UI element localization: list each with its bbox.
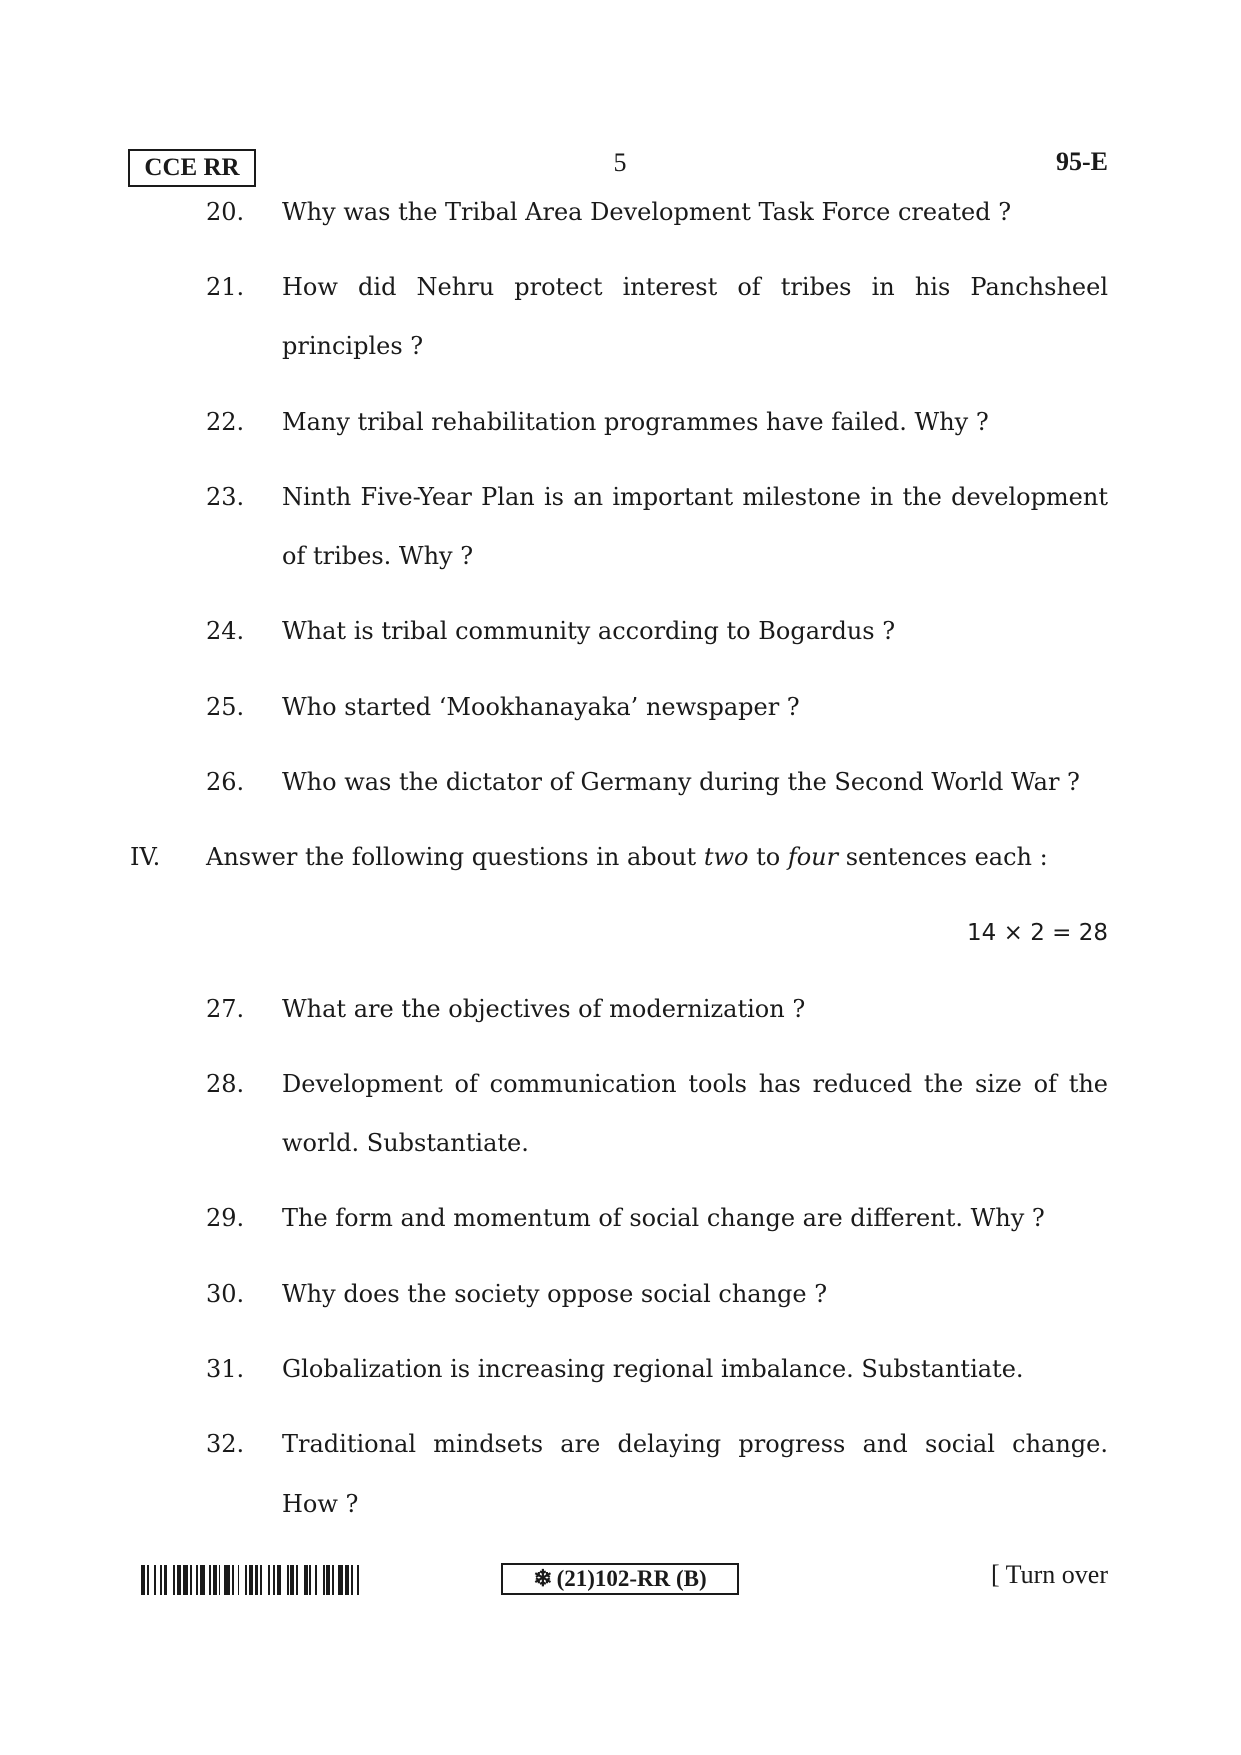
- question-number: 23.: [206, 483, 245, 511]
- question-text: Ninth Five-Year Plan is an important milestone in the development: [282, 483, 1108, 511]
- question-text: Development of communication tools has reduced the size of the: [282, 1070, 1108, 1098]
- header-code-box: [128, 149, 256, 187]
- question-text-continued: principles ?: [282, 332, 424, 360]
- question-text: Why does the society oppose social change ?: [282, 1280, 828, 1308]
- question-number: 24.: [206, 617, 245, 645]
- section-number: IV.: [130, 843, 161, 871]
- section-instruction: [206, 841, 1106, 873]
- question-text: What are the objectives of modernization ?: [282, 995, 806, 1023]
- turn-over-label: [ Turn over: [990, 1560, 1108, 1589]
- section-marks: 14 × 2 = 28: [967, 920, 1108, 946]
- question-text: Globalization is increasing regional imbalance. Substantiate.: [282, 1355, 1024, 1383]
- question-number: 28.: [206, 1070, 245, 1098]
- question-number: 27.: [206, 995, 245, 1023]
- question-text: The form and momentum of social change are different. Why ?: [282, 1204, 1045, 1232]
- instruction-emphasis: two: [703, 843, 749, 871]
- instruction-text: Answer the following questions in about: [206, 843, 704, 871]
- question-text: Traditional mindsets are delaying progress and social change.: [282, 1430, 1108, 1458]
- paper-code: 95-E: [1056, 147, 1108, 176]
- page-number: 5: [613, 148, 627, 177]
- question-number: 30.: [206, 1280, 245, 1308]
- question-number: 31.: [206, 1355, 245, 1383]
- question-text: Why was the Tribal Area Development Task Force created ?: [282, 198, 1012, 226]
- question-text: What is tribal community according to Bogardus ?: [282, 617, 896, 645]
- question-text: How did Nehru protect interest of tribes in his Panchsheel: [282, 273, 1108, 301]
- question-text-continued: of tribes. Why ?: [282, 542, 474, 570]
- header-code: CCE RR: [144, 154, 240, 181]
- question-number: 25.: [206, 693, 245, 721]
- question-number: 29.: [206, 1204, 245, 1232]
- barcode-image: [141, 1565, 365, 1595]
- question-number: 21.: [206, 273, 245, 301]
- question-number: 26.: [206, 768, 245, 796]
- footer-code: (21)102-RR (B): [556, 1566, 707, 1591]
- question-text: Who was the dictator of Germany during the Second World War ?: [282, 768, 1080, 796]
- question-number: 22.: [206, 408, 245, 436]
- snowflake-icon: ❄: [533, 1566, 553, 1591]
- instruction-text: sentences each :: [838, 843, 1048, 871]
- question-text: Many tribal rehabilitation programmes have failed. Why ?: [282, 408, 989, 436]
- question-number: 32.: [206, 1430, 245, 1458]
- footer-code-box: [501, 1563, 739, 1595]
- question-text: Who started ‘Mookhanayaka’ newspaper ?: [282, 693, 800, 721]
- question-text-continued: How ?: [282, 1490, 359, 1518]
- question-text-continued: world. Substantiate.: [282, 1129, 529, 1157]
- instruction-emphasis: four: [787, 843, 839, 871]
- instruction-text: to: [748, 843, 788, 871]
- question-number: 20.: [206, 198, 245, 226]
